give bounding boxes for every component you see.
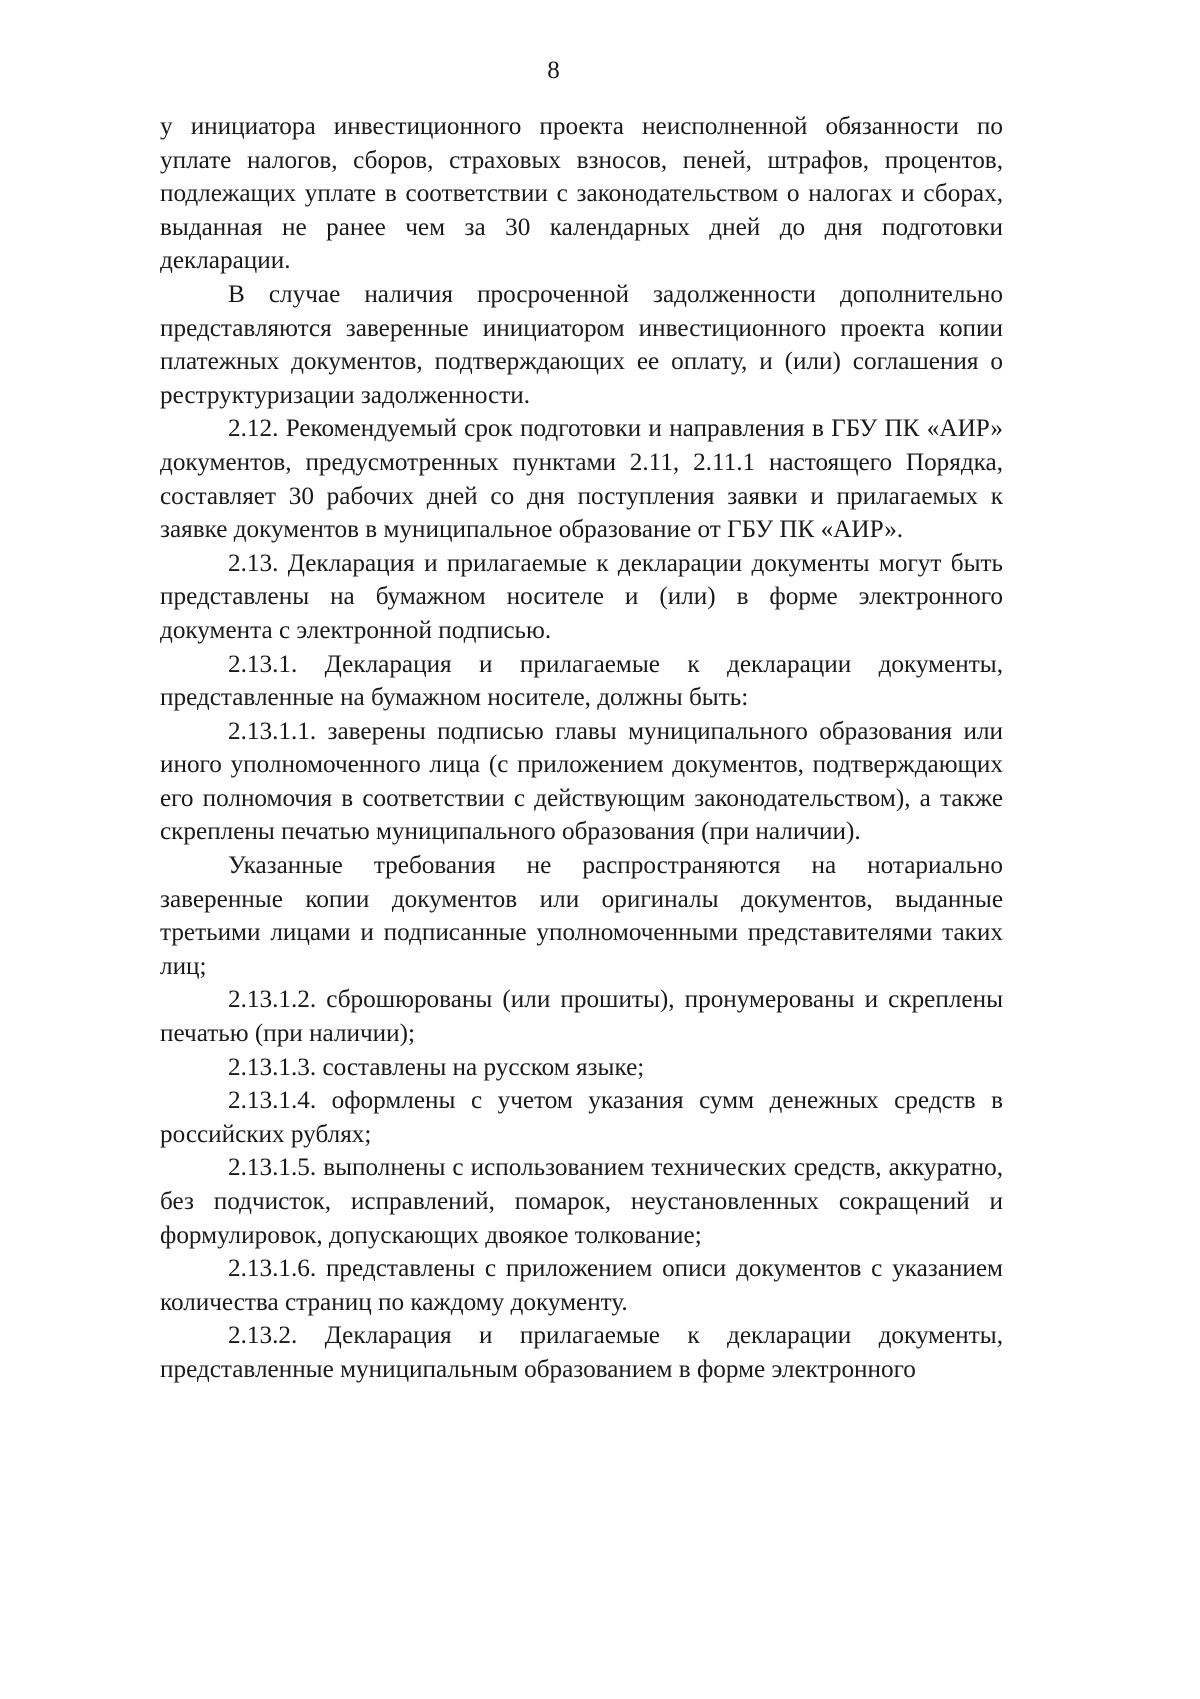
page-number: 8 — [547, 57, 560, 84]
paragraph-2-13-1-1: 2.13.1.1. заверены подписью главы муниципального образования или иного уполномоченного лица (с приложением документов, подтверждающих его полномочия в соответствии с действующим законодательством), а также скреплены печатью муниципального образования (при наличии). — [160, 717, 1003, 846]
paragraph-2-13-1-3: 2.13.1.3. составлены на русском языке; — [228, 1053, 645, 1081]
paragraph-requirements-exception: Указанные требования не распространяются на нотариально заверенные копии документов или оригиналы документов, выданные третьими лицами и подписанные уполномоченными представителями таких лиц; — [160, 852, 1003, 980]
paragraph-2-13-1: 2.13.1. Декларация и прилагаемые к декларации документы, представленные на бумажном носителе, должны быть: — [160, 650, 1003, 712]
paragraph-2-12: 2.12. Рекомендуемый срок подготовки и направления в ГБУ ПК «АИР» документов, предусмотренных пунктами 2.11, 2.11.1 настоящего Порядка, составляет 30 рабочих дней со дня поступления заявки и прилагаемых к заявке документов в муниципальное образование от ГБУ ПК «АИР». — [160, 415, 1003, 544]
paragraph-2-13-2: 2.13.2. Декларация и прилагаемые к декларации документы, представленные муниципальным образованием в форме электронного — [160, 1322, 1003, 1383]
paragraph-2-13-1-2: 2.13.1.2. сброшюрованы (или прошиты), пронумерованы и скреплены печатью (при наличии); — [160, 986, 1003, 1048]
paragraph-2-13-1-6: 2.13.1.6. представлены с приложением описи документов с указанием количества страниц по каждому документу. — [160, 1255, 1003, 1316]
paragraph-overdue-debt: В случае наличия просроченной задолженности дополнительно представляются заверенные инициатором инвестиционного проекта копии платежных документов, подтверждающих ее оплату, и (или) соглашения о реструктуризации задолженности. — [160, 280, 1003, 409]
paragraph-tax-certificate-continuation: у инициатора инвестиционного проекта неисполненной обязанности по уплате налогов, сборов, страховых взносов, пеней, штрафов, процентов, подлежащих уплате в соответствии с законодательством о налогах и сборах, выданная не ранее чем за 30 календарных дней до дня подготовки декларации. — [160, 113, 1003, 275]
paragraph-2-13-1-4: 2.13.1.4. оформлены с учетом указания сумм денежных средств в российских рублях; — [160, 1087, 1003, 1148]
paragraph-2-13-1-5: 2.13.1.5. выполнены с использованием технических средств, аккуратно, без подчисток, исправлений, помарок, неустановленных сокращений и формулировок, допускающих двоякое толкование; — [160, 1154, 1003, 1249]
paragraph-2-13: 2.13. Декларация и прилагаемые к декларации документы могут быть представлены на бумажном носителе и (или) в форме электронного документа с электронной подписью. — [160, 549, 1003, 644]
document-body — [160, 110, 1003, 1387]
